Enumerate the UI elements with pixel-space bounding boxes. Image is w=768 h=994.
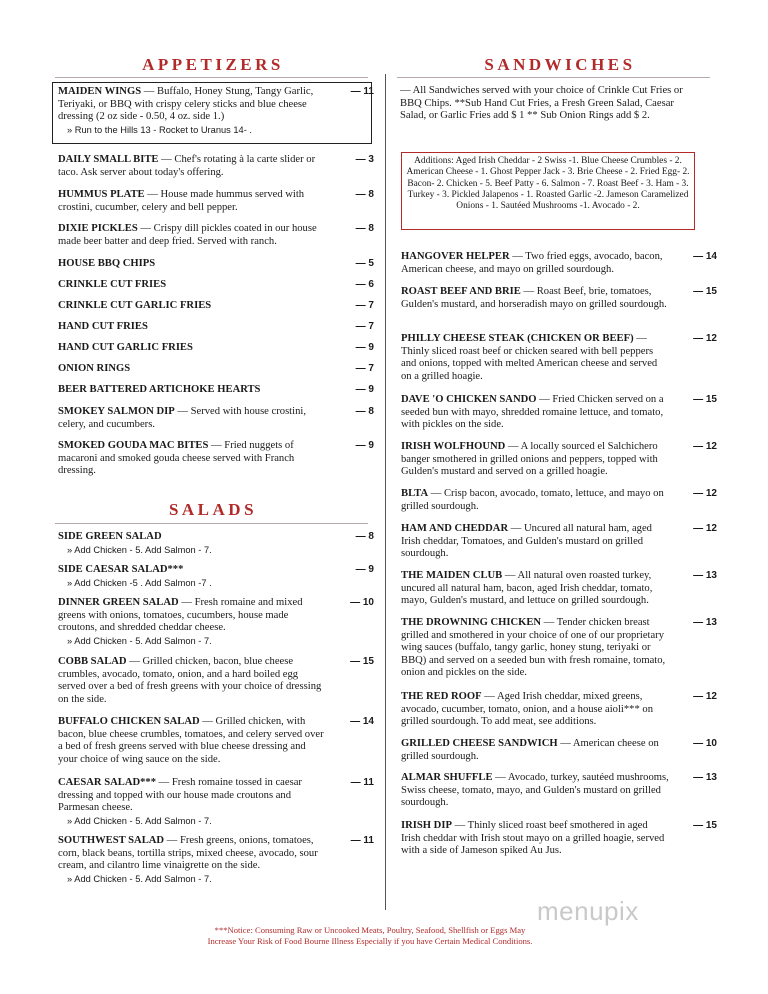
food-safety-notice: ***Notice: Consuming Raw or Uncooked Meats, Poultry, Seafood, Shellfish or Eggs May Increase Your Risk of Food Bourne Illness Especially if you have Certain Medical Conditions. (207, 925, 533, 946)
item-price: — 8 (355, 223, 374, 234)
item-desc: — Chef's rotating à la carte slider or taco. Ask server about today's offering. (58, 154, 316, 178)
item-name: GRILLED CHEESE SANDWICH (401, 738, 558, 749)
salads-item (58, 777, 374, 827)
sandwiches-item (401, 523, 717, 561)
sandwiches-item (401, 738, 717, 763)
item-name: SOUTHWEST SALAD (58, 835, 165, 846)
item-price: — 9 (355, 564, 374, 575)
item-desc: — Fried Chicken served on a seeded bun with mayo, shredded romaine lettuce, and tomato, with pickles on the side. (401, 394, 664, 431)
item-name: DIXIE PICKLES (58, 223, 138, 234)
item-description (58, 154, 326, 179)
item-desc: — Crispy dill pickles coated in our house made beer batter and deep fried. Served with ranch. (58, 223, 317, 247)
item-price: — 13 (693, 772, 717, 783)
item-price: — 7 (355, 363, 374, 374)
column-divider (385, 74, 386, 910)
item-price: — 8 (355, 189, 374, 200)
item-price: — 11 (350, 86, 374, 97)
item-description (401, 441, 669, 479)
sandwiches-intro: — All Sandwiches served with your choice of Crinkle Cut Fries or BBQ Chips. **Sub Hand Cut Fries, a Fresh Green Salad, Caesar Salad, or Garlic Fries add $ 1 ** Sub Onion Rings add $ 2. (400, 85, 683, 122)
additions-box (401, 152, 695, 230)
item-description (58, 406, 326, 431)
item-desc: — Fresh romaine tossed in caesar dressing and topped with our house made croutons and Parmesan cheese. (58, 777, 302, 814)
item-description (58, 258, 326, 271)
item-name: SIDE GREEN SALAD (58, 531, 162, 542)
salads-item (58, 597, 374, 647)
appetizers-item (58, 321, 374, 334)
item-name: BLTA (401, 488, 429, 499)
item-desc: — Grilled chicken, with bacon, blue cheese crumbles, tomatoes, and celery served over a bed of fresh greens served with blue cheese dressing and your choice of wing sauce on the side. (58, 716, 324, 765)
item-price: — 15 (350, 656, 374, 667)
item-name: DAILY SMALL BITE (58, 154, 159, 165)
salads-item (58, 564, 374, 589)
item-name: ONION RINGS (58, 363, 131, 374)
item-desc: — Thinly sliced roast beef or chicken seared with bell peppers and onions, topped with melted American cheese and served on a grilled hoagie. (401, 333, 658, 382)
item-name: ALMAR SHUFFLE (401, 772, 493, 783)
salads-item (58, 716, 374, 766)
item-name: CAESAR SALAD*** (58, 777, 157, 788)
salads-rule (55, 523, 368, 524)
item-description (401, 738, 669, 763)
appetizers-item (58, 363, 374, 376)
item-description (401, 570, 669, 608)
item-description (58, 835, 326, 873)
sandwiches-item (401, 570, 717, 608)
item-name: HAND CUT FRIES (58, 321, 148, 332)
item-desc: — Grilled chicken, bacon, blue cheese crumbles, avocado, tomato, onion, and a hard boiled egg served over a bed of fresh greens with your choice of dressing on the side. (58, 656, 322, 705)
item-price: — 15 (693, 394, 717, 405)
item-desc: — Two fried eggs, avocado, bacon, American cheese, and mayo on grilled sourdough. (401, 251, 663, 275)
appetizers-item (58, 189, 374, 214)
item-desc: — Served with house crostini, celery, and cucumbers. (58, 406, 306, 430)
item-description (58, 531, 326, 544)
item-desc: — House made hummus served with crostini, cucumber, celery and bell pepper. (58, 189, 305, 213)
item-description (58, 384, 326, 397)
item-price: — 14 (693, 251, 717, 262)
item-description (401, 286, 669, 311)
item-name: HAM AND CHEDDAR (401, 523, 509, 534)
item-name: IRISH WOLFHOUND (401, 441, 506, 452)
appetizers-rule (55, 77, 368, 78)
sandwiches-rule (397, 77, 710, 78)
item-price: — 8 (355, 406, 374, 417)
item-description (58, 716, 326, 766)
appetizers-item (58, 384, 374, 397)
item-desc: — Fresh greens, onions, tomatoes, corn, black beans, tortilla strips, mixed cheese, avocado, sour cream, and cilantro lime vinaigrette on the side. (58, 835, 318, 872)
item-description (401, 772, 669, 810)
appetizers-item (58, 342, 374, 355)
item-description (401, 394, 669, 432)
item-price: — 7 (355, 321, 374, 332)
sandwiches-item (401, 488, 717, 513)
item-price: — 9 (355, 384, 374, 395)
item-desc: — Crisp bacon, avocado, tomato, lettuce, and mayo on grilled sourdough. (401, 488, 664, 512)
item-price: — 11 (350, 777, 374, 788)
item-name: IRISH DIP (401, 820, 452, 831)
appetizers-item (58, 406, 374, 431)
item-price: — 6 (355, 279, 374, 290)
item-description (401, 617, 669, 680)
sandwiches-title: SANDWICHES (484, 55, 636, 74)
item-description (58, 321, 326, 334)
item-name: MAIDEN WINGS (58, 86, 142, 97)
item-price: — 5 (355, 258, 374, 269)
item-description (401, 251, 669, 276)
item-name: SMOKEY SALMON DIP (58, 406, 175, 417)
salads-title: SALADS (168, 500, 258, 519)
item-price: — 15 (693, 286, 717, 297)
item-description (401, 333, 669, 383)
menupix-watermark: menupix (537, 896, 639, 926)
item-price: — 12 (693, 523, 717, 534)
item-description (58, 564, 326, 577)
appetizers-title: APPETIZERS (142, 55, 284, 74)
item-description (58, 300, 326, 313)
item-desc: — Buffalo, Honey Stung, Tangy Garlic, Teriyaki, or BBQ with crispy celery sticks and blue cheese dressing (2 oz side - 0.50, 4 oz. side 1.) (58, 86, 314, 123)
appetizers-item (58, 300, 374, 313)
item-price: — 10 (693, 738, 717, 749)
item-price: — 10 (350, 597, 374, 608)
appetizers-item (58, 258, 374, 271)
item-price: — 8 (355, 531, 374, 542)
sandwiches-item (401, 772, 717, 810)
item-name: BUFFALO CHICKEN SALAD (58, 716, 200, 727)
item-price: — 12 (693, 488, 717, 499)
appetizers-item (58, 223, 374, 248)
item-price: — 15 (693, 820, 717, 831)
item-desc: — Uncured all natural ham, aged Irish cheddar, Tomatoes, and Gulden's mustard on grilled sourdough. (401, 523, 652, 560)
appetizers-item (58, 86, 374, 136)
item-name: COBB SALAD (58, 656, 127, 667)
sandwiches-item (401, 251, 717, 276)
sandwiches-item (401, 441, 717, 479)
item-name: DINNER GREEN SALAD (58, 597, 179, 608)
item-name: THE RED ROOF (401, 691, 482, 702)
item-description (58, 342, 326, 355)
item-desc: — Fresh romaine and mixed greens with onions, tomatoes, cucumbers, house made croutons, and shredded cheddar cheese. (58, 597, 303, 634)
sandwiches-item (401, 617, 717, 680)
item-name: THE DROWNING CHICKEN (401, 617, 542, 628)
item-addons: » Add Chicken - 5. Add Salmon - 7. (67, 544, 212, 555)
item-description (401, 820, 669, 858)
item-name: SIDE CAESAR SALAD*** (58, 564, 184, 575)
item-name: HUMMUS PLATE (58, 189, 145, 200)
sandwiches-item (401, 333, 717, 383)
item-name: ROAST BEEF AND BRIE (401, 286, 521, 297)
item-desc: — Thinly sliced roast beef smothered in aged Irish cheddar with Irish stout mayo on a grilled hoagie, served with a side of Jameson spiked Au Jus. (401, 820, 665, 857)
item-name: HANGOVER HELPER (401, 251, 510, 262)
item-price: — 3 (355, 154, 374, 165)
additions-text: Additions: Aged Irish Cheddar - 2 Swiss -1. Blue Cheese Crumbles - 2. American Cheese - 1. Ghost Pepper Jack - 3. Brie Cheese - 2. Fried Egg- 2. Bacon- 2. Chicken - 5. Beef Patty - 6. Salmon - 7. Roast Beef - 3. Ham - 3. Turkey - 3. Pickled Jalapenos - 1. Roasted Garlic -2. Jameson Caramelized Onions - 1. Sautéed Mushrooms -1. Avocado - 2. (406, 156, 690, 212)
appetizers-item (58, 279, 374, 292)
item-price: — 13 (693, 570, 717, 581)
item-addons: » Add Chicken -5 . Add Salmon -7 . (67, 577, 212, 588)
item-price: — 13 (693, 617, 717, 628)
item-addons: » Add Chicken - 5. Add Salmon - 7. (67, 815, 212, 826)
appetizers-item (58, 440, 374, 478)
item-desc: — Tender chicken breast grilled and smothered in your choice of one of our proprietary wing sauces (buffalo, tangy garlic, honey stung, teriyaki or BBQ) and served on a seeded bun with fresh romaine, tomato, onion and pickles on the side. (401, 617, 666, 679)
item-description (58, 86, 326, 124)
salads-item (58, 656, 374, 706)
item-description (58, 189, 326, 214)
item-description (58, 597, 326, 635)
item-price: — 7 (355, 300, 374, 311)
item-price: — 14 (350, 716, 374, 727)
item-description (401, 691, 669, 729)
salads-item (58, 531, 374, 556)
sandwiches-item (401, 394, 717, 432)
item-name: BEER BATTERED ARTICHOKE HEARTS (58, 384, 261, 395)
item-description (58, 777, 326, 815)
item-addons: » Add Chicken - 5. Add Salmon - 7. (67, 873, 212, 884)
salads-item (58, 835, 374, 885)
item-desc: — American cheese on grilled sourdough. (401, 738, 659, 762)
item-name: HAND CUT GARLIC FRIES (58, 342, 193, 353)
item-name: CRINKLE CUT FRIES (58, 279, 167, 290)
sandwiches-item (401, 820, 717, 858)
item-description (58, 656, 326, 706)
sandwiches-item (401, 286, 717, 311)
item-addons: » Add Chicken - 5. Add Salmon - 7. (67, 635, 212, 646)
item-desc: — Aged Irish cheddar, mixed greens, avocado, cucumber, tomato, onion, and a house aioli*** on grilled sourdough. To add meat, see additions. (401, 691, 653, 728)
item-name: HOUSE BBQ CHIPS (58, 258, 156, 269)
item-description (58, 279, 326, 292)
item-desc: — A locally sourced el Salchichero banger smothered in grilled onions and peppers, topped with Gulden's mustard and served on a grilled hoagie. (401, 441, 658, 478)
item-price: — 12 (693, 691, 717, 702)
item-price: — 9 (355, 342, 374, 353)
item-price: — 12 (693, 441, 717, 452)
item-name: DAVE 'O CHICKEN SANDO (401, 394, 537, 405)
item-description (58, 223, 326, 248)
item-price: — 11 (350, 835, 374, 846)
item-description (401, 488, 669, 513)
item-description (58, 440, 326, 478)
item-price: — 12 (693, 333, 717, 344)
item-price: — 9 (355, 440, 374, 451)
item-name: PHILLY CHEESE STEAK (CHICKEN OR BEEF) (401, 333, 634, 344)
sandwiches-item (401, 691, 717, 729)
appetizers-item (58, 154, 374, 179)
item-desc: — Fried nuggets of macaroni and smoked gouda cheese served with Franch dressing. (58, 440, 295, 477)
item-addons: » Run to the Hills 13 - Rocket to Uranus 14- . (67, 124, 252, 135)
item-desc: — Roast Beef, brie, tomatoes, Gulden's mustard, and horseradish mayo on grilled sourdough. (401, 286, 667, 310)
item-name: SMOKED GOUDA MAC BITES (58, 440, 209, 451)
item-description (58, 363, 326, 376)
item-desc: — All natural oven roasted turkey, uncured all natural ham, bacon, aged Irish cheddar, tomato, mayo, Gulden's mustard, and lettuce on grilled sourdough. (401, 570, 653, 607)
item-name: THE MAIDEN CLUB (401, 570, 503, 581)
item-desc: — Avocado, turkey, sautéed mushrooms, Swiss cheese, tomato, mayo, and Gulden's mustard on grilled sourdough. (401, 772, 669, 809)
item-description (401, 523, 669, 561)
item-name: CRINKLE CUT GARLIC FRIES (58, 300, 212, 311)
